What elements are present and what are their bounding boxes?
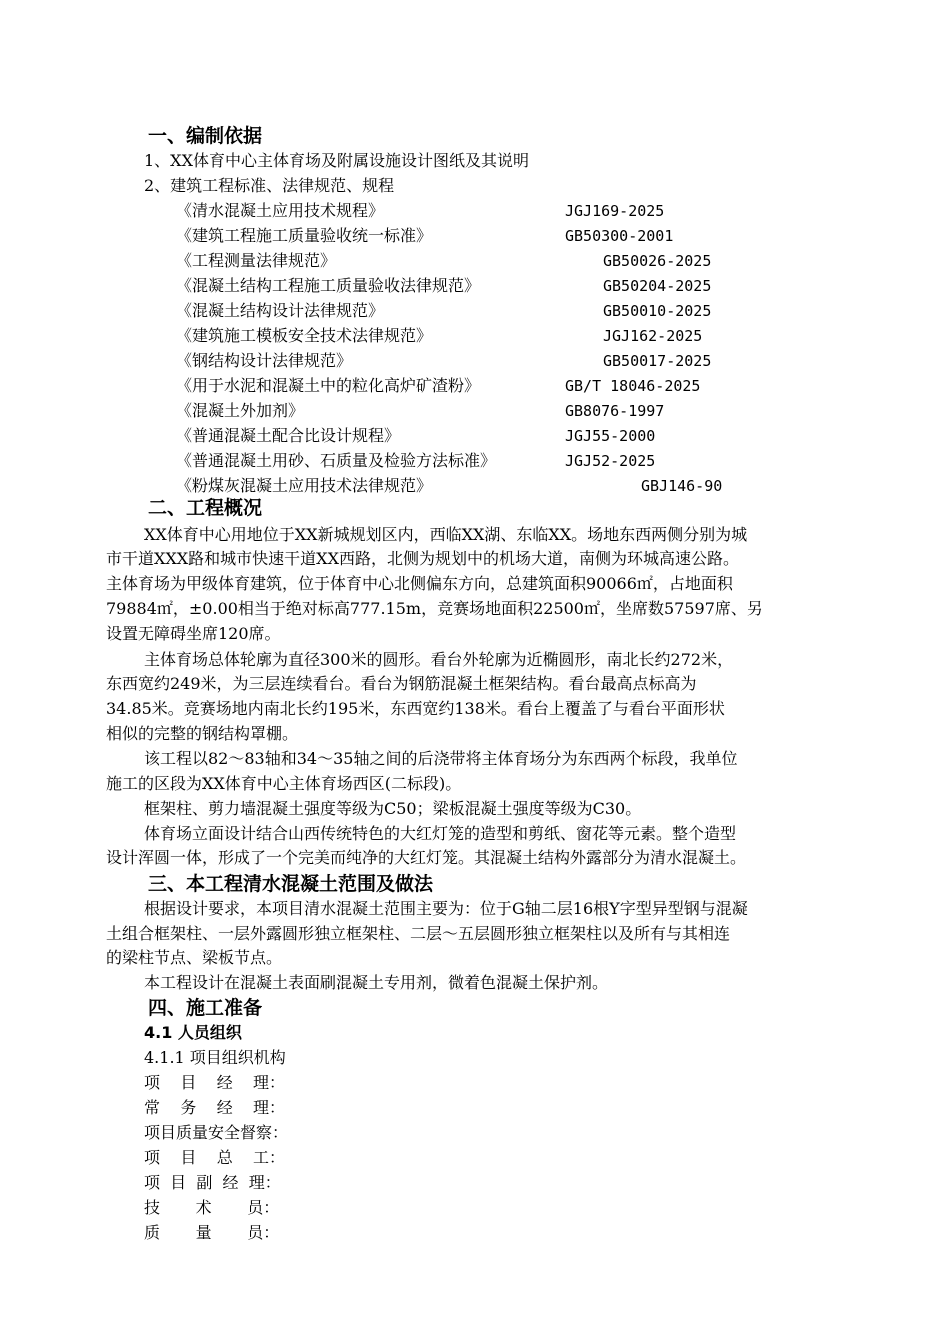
overview-line: 施工的区段为XX体育中心主体育场西区(二标段)。: [106, 774, 462, 793]
standard-name: 《混凝土结构设计法律规范》: [176, 301, 385, 320]
scope-line: 的梁柱节点、梁板节点。: [106, 948, 283, 967]
scope-line: 本工程设计在混凝土表面刷混凝土专用剂，微着色混凝土保护剂。: [144, 973, 609, 992]
section-4-title: 四、施工准备: [148, 997, 263, 1019]
overview-line: 框架柱、剪力墙混凝土强度等级为C50；梁板混凝土强度等级为C30。: [144, 799, 642, 818]
standard-code: GB50010-2025: [603, 302, 712, 320]
role-project-manager: 项 目 经 理：: [144, 1073, 286, 1092]
section-3-title: 三、本工程清水混凝土范围及做法: [148, 873, 434, 895]
standard-name: 《建筑工程施工质量验收统一标准》: [176, 226, 433, 245]
overview-line: 主体育场为甲级体育建筑，位于体育中心北侧偏东方向，总建筑面积90066㎡，占地面积: [106, 574, 733, 593]
standard-name: 《工程测量法律规范》: [176, 251, 337, 270]
scope-line: 土组合框架柱、一层外露圆形独立框架柱、二层～五层圆形独立框架柱以及所有与其相连: [106, 924, 731, 943]
standard-name: 《粉煤灰混凝土应用技术法律规范》: [176, 476, 433, 495]
standard-name: 《用于水泥和混凝土中的粒化高炉矿渣粉》: [176, 376, 481, 395]
standard-code: JGJ55-2000: [565, 427, 656, 445]
standard-code: GBJ146-90: [641, 477, 723, 495]
standard-code: GB50204-2025: [603, 277, 712, 295]
standard-name: 《混凝土外加剂》: [176, 401, 305, 420]
role-executive-manager: 常 务 经 理：: [144, 1098, 286, 1117]
overview-line: XX体育中心用地位于XX新城规划区内，西临XX湖、东临XX。场地东西两侧分别为城: [144, 525, 748, 544]
standard-name: 《普通混凝土配合比设计规程》: [176, 426, 401, 445]
overview-line: 79884㎡，±0.00相当于绝对标高777.15m，竞赛场地面积22500㎡，坐席数57597席、另: [106, 599, 763, 618]
overview-line: 主体育场总体轮廓为直径300米的圆形。看台外轮廓为近椭圆形，南北长约272米，: [144, 650, 734, 669]
overview-line: 相似的完整的钢结构罩棚。: [106, 724, 299, 743]
subsection-4-1-title: 4.1 人员组织: [144, 1023, 242, 1042]
role-quality-inspector: 质 量 员：: [144, 1223, 280, 1242]
standard-code: JGJ52-2025: [565, 452, 656, 470]
standard-code: JGJ169-2025: [565, 202, 665, 220]
standard-code: GB50300-2001: [565, 227, 674, 245]
overview-line: 该工程以82～83轴和34～35轴之间的后浇带将主体育场分为东西两个标段，我单位: [144, 749, 738, 768]
section-2-title: 二、工程概况: [148, 497, 263, 519]
standard-name: 《清水混凝土应用技术规程》: [176, 201, 385, 220]
standard-name: 《钢结构设计法律规范》: [176, 351, 353, 370]
section-1-title: 一、编制依据: [148, 125, 263, 147]
overview-line: 体育场立面设计结合山西传统特色的大红灯笼的造型和剪纸、窗花等元素。整个造型: [144, 824, 737, 843]
standard-name: 《建筑施工模板安全技术法律规范》: [176, 326, 433, 345]
overview-line: 34.85米。竞赛场地内南北长约195米，东西宽约138米。看台上覆盖了与看台平面形状: [106, 699, 725, 718]
overview-line: 市干道XXX路和城市快速干道XX西路，北侧为规划中的机场大道，南侧为环城高速公路。: [106, 549, 739, 568]
overview-line: 设置无障碍坐席120席。: [106, 624, 281, 643]
role-chief-engineer: 项 目 总 工：: [144, 1148, 286, 1167]
standard-code: GB50017-2025: [603, 352, 712, 370]
overview-line: 设计浑圆一体，形成了一个完美而纯净的大红灯笼。其混凝土结构外露部分为清水混凝土。: [106, 848, 747, 867]
basis-item-1: 1、XX体育中心主体育场及附属设施设计图纸及其说明: [144, 151, 529, 170]
standard-code: GB/T 18046-2025: [565, 377, 701, 395]
standard-code: GB50026-2025: [603, 252, 712, 270]
standard-name: 《混凝土结构工程施工质量验收法律规范》: [176, 276, 481, 295]
scope-line: 根据设计要求，本项目清水混凝土范围主要为：位于G轴二层16根Y字型异型钢与混凝: [144, 899, 748, 918]
role-technician: 技 术 员：: [144, 1198, 280, 1217]
role-quality-safety-supervisor: 项目质量安全督察：: [144, 1123, 289, 1142]
role-deputy-manager: 项 目 副 经 理：: [144, 1173, 281, 1192]
standard-code: JGJ162-2025: [603, 327, 703, 345]
overview-line: 东西宽约249米，为三层连续看台。看台为钢筋混凝土框架结构。看台最高点标高为: [106, 674, 697, 693]
basis-item-2: 2、建筑工程标准、法律规范、规程: [144, 176, 395, 195]
standard-name: 《普通混凝土用砂、石质量及检验方法标准》: [176, 451, 497, 470]
standard-code: GB8076-1997: [565, 402, 665, 420]
subsection-4-1-1-title: 4.1.1 项目组织机构: [144, 1048, 286, 1067]
